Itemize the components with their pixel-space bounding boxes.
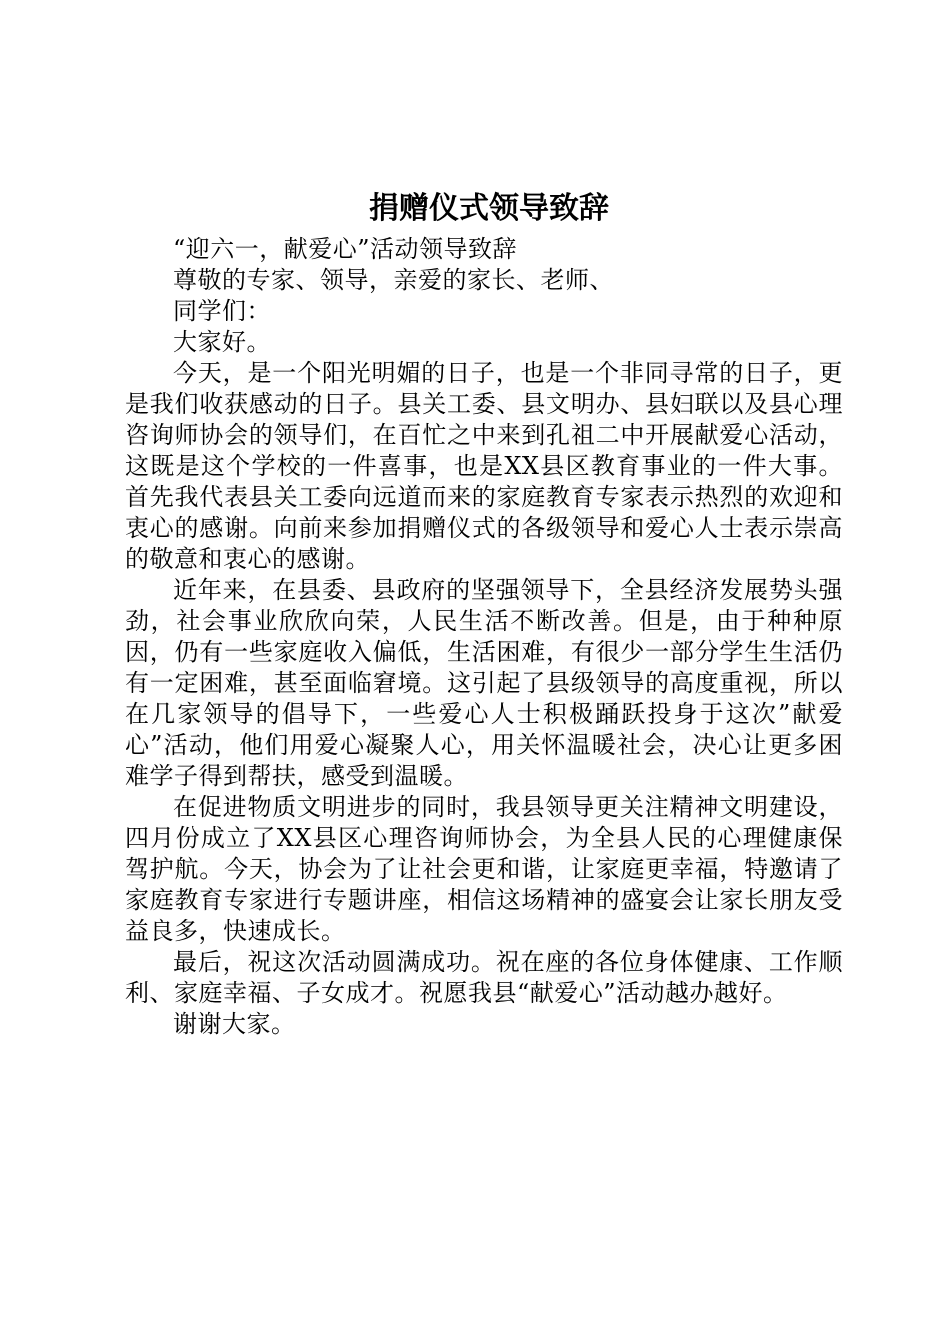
paragraph-body-2: 近年来，在县委、县政府的坚强领导下，全县经济发展势头强劲，社会事业欣欣向荣，人民生活不断改善。但是，由于种种原因，仍有一些家庭收入偏低，生活困难，有很少一部分学生生活仍有一定困难，甚至面临窘境。这引起了县级领导的高度重视，所以在几家领导的倡导下，一些爱心人士积极踊跃投身于这次”献爱心”活动，他们用爱心凝聚人心，用关怀温暖社会，决心让更多困难学子得到帮扶，感受到温暖。 [125, 576, 843, 790]
paragraph-closing: 最后，祝这次活动圆满成功。祝在座的各位身体健康、工作顺利、家庭幸福、子女成才。祝愿我县“献爱心”活动越办越好。 [125, 948, 843, 1007]
paragraph-body-3: 在促进物质文明进步的同时，我县领导更关注精神文明建设，四月份成立了XX县区心理咨询师协会，为全县人民的心理健康保驾护航。今天，协会为了让社会更和谐，让家庭更幸福，特邀请了家庭教育专家进行专题讲座，相信这场精神的盛宴会让家长朋友受益良多，快速成长。 [125, 793, 843, 945]
paragraph-subtitle: “迎六一，献爱心”活动领导致辞 [173, 235, 518, 263]
paragraph-thanks: 谢谢大家。 [173, 1010, 296, 1038]
paragraph-salutation-cont: 同学们： [173, 297, 271, 325]
paragraph-body-1: 今天，是一个阳光明媚的日子，也是一个非同寻常的日子，更是我们收获感动的日子。县关工委、县文明办、县妇联以及县心理咨询师协会的领导们，在百忙之中来到孔祖二中开展献爱心活动，这既是这个学校的一件喜事，也是XX县区教育事业的一件大事。首先我代表县关工委向远道而来的家庭教育专家表示热烈的欢迎和衷心的感谢。向前来参加捐赠仪式的各级领导和爱心人士表示崇高的敬意和衷心的感谢。 [125, 359, 843, 573]
paragraph-salutation: 尊敬的专家、领导，亲爱的家长、老师、 [173, 266, 614, 294]
document-page [125, 188, 843, 1040]
document-title: 捐赠仪式领导致辞 [369, 191, 609, 226]
paragraph-greeting: 大家好。 [173, 328, 271, 356]
